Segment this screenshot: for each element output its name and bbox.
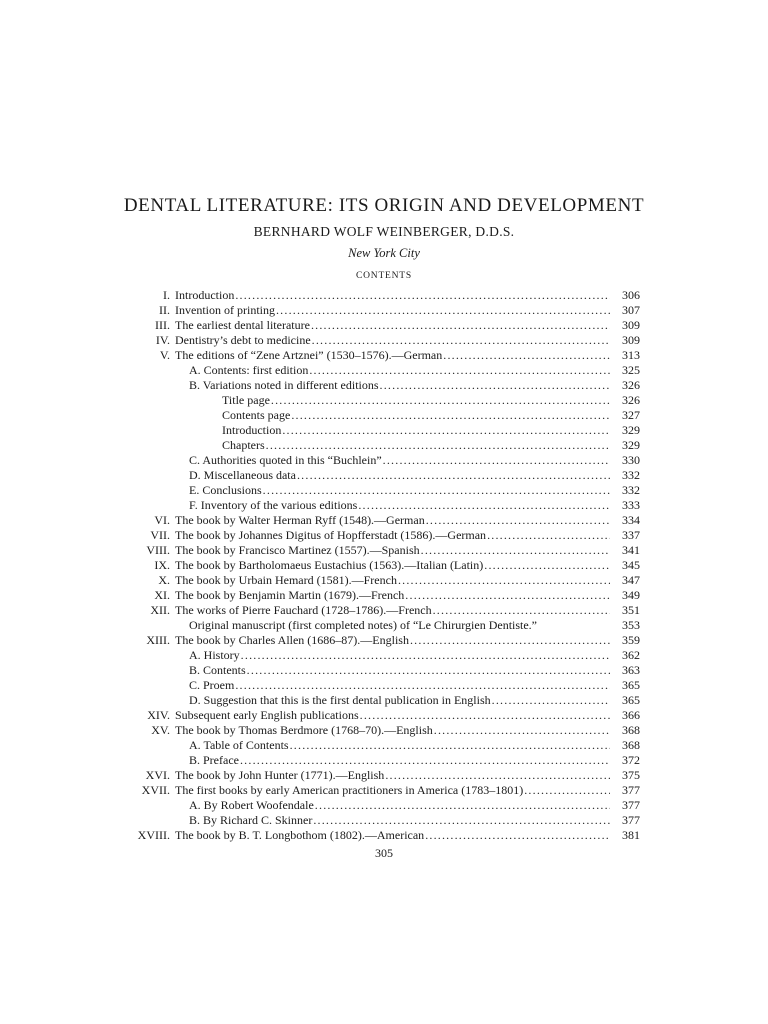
toc-entry-body bbox=[175, 708, 610, 723]
toc-entry-page: 327 bbox=[622, 408, 640, 422]
toc-entry bbox=[0, 678, 768, 693]
toc-entry-page: 329 bbox=[622, 423, 640, 437]
toc-leader-dots bbox=[239, 753, 610, 768]
toc-entry-body bbox=[222, 423, 610, 438]
toc-entry-title: A. Table of Contents bbox=[189, 738, 289, 752]
toc-leader-dots bbox=[409, 633, 610, 648]
toc-entry bbox=[0, 708, 768, 723]
toc-entry-title: E. Conclusions bbox=[189, 483, 262, 497]
toc-leader-dots bbox=[296, 468, 610, 483]
toc-entry bbox=[0, 723, 768, 738]
toc-entry-title: The earliest dental literature bbox=[175, 318, 310, 332]
toc-entry-title: The book by Walter Herman Ryff (1548).—German bbox=[175, 513, 425, 527]
toc-leader-dots bbox=[289, 738, 610, 753]
toc-entry-body bbox=[222, 393, 610, 408]
toc-entry-page: 333 bbox=[622, 498, 640, 512]
toc-entry bbox=[0, 423, 768, 438]
toc-leader-dots bbox=[379, 378, 610, 393]
toc-entry-page: 362 bbox=[622, 648, 640, 662]
toc-entry bbox=[0, 798, 768, 813]
toc-leader-dots bbox=[246, 663, 610, 678]
article-title: DENTAL LITERATURE: ITS ORIGIN AND DEVELOPMENT bbox=[123, 195, 645, 216]
toc-entry bbox=[0, 693, 768, 708]
toc-entry-number: XII. bbox=[150, 603, 170, 617]
toc-entry-page: 349 bbox=[622, 588, 640, 602]
toc-leader-dots bbox=[404, 588, 610, 603]
toc-entry-body bbox=[175, 318, 610, 333]
toc-entry-number: XV. bbox=[151, 723, 170, 737]
toc-entry-page: 363 bbox=[622, 663, 640, 677]
toc-entry bbox=[0, 633, 768, 648]
toc-entry-title: The editions of “Zene Artznei” (1530–1576).—German bbox=[175, 348, 443, 362]
table-of-contents bbox=[0, 288, 768, 843]
toc-entry-page: 381 bbox=[622, 828, 640, 842]
toc-entry bbox=[0, 783, 768, 798]
toc-entry bbox=[0, 513, 768, 528]
toc-entry bbox=[0, 648, 768, 663]
toc-entry-page: 332 bbox=[622, 483, 640, 497]
toc-entry bbox=[0, 543, 768, 558]
toc-entry-body bbox=[189, 648, 610, 663]
toc-entry-body bbox=[189, 798, 610, 813]
toc-leader-dots bbox=[486, 528, 610, 543]
toc-entry-title: Introduction bbox=[175, 288, 235, 302]
toc-entry bbox=[0, 528, 768, 543]
toc-entry-title: Title page bbox=[222, 393, 270, 407]
toc-entry bbox=[0, 603, 768, 618]
toc-entry-body bbox=[175, 513, 610, 528]
toc-leader-dots bbox=[357, 498, 610, 513]
toc-leader-dots bbox=[384, 768, 610, 783]
toc-leader-dots bbox=[265, 438, 610, 453]
toc-entry bbox=[0, 573, 768, 588]
toc-entry-number: VI. bbox=[154, 513, 170, 527]
toc-entry-body bbox=[175, 783, 610, 798]
toc-entry-body bbox=[189, 453, 610, 468]
toc-leader-dots bbox=[314, 798, 610, 813]
toc-leader-dots bbox=[310, 318, 610, 333]
toc-entry-title: C. Proem bbox=[189, 678, 235, 692]
toc-entry-title: B. Preface bbox=[189, 753, 239, 767]
toc-entry-title: C. Authorities quoted in this “Buchlein” bbox=[189, 453, 382, 467]
toc-entry-title: A. By Robert Woofendale bbox=[189, 798, 314, 812]
toc-entry-body bbox=[175, 558, 610, 573]
toc-entry bbox=[0, 438, 768, 453]
toc-leader-dots bbox=[240, 648, 610, 663]
toc-entry-title: Contents page bbox=[222, 408, 291, 422]
page-number: 305 bbox=[375, 846, 393, 860]
toc-entry-title: The book by Thomas Berdmore (1768–70).—English bbox=[175, 723, 433, 737]
toc-entry-title: The book by Johannes Digitus of Hopfferstadt (1586).—German bbox=[175, 528, 487, 542]
toc-entry-body bbox=[189, 468, 610, 483]
toc-entry-number: VII. bbox=[150, 528, 170, 542]
toc-entry bbox=[0, 318, 768, 333]
toc-entry-number: XVIII. bbox=[137, 828, 170, 842]
toc-entry-page: 372 bbox=[622, 753, 640, 767]
toc-leader-dots bbox=[523, 783, 610, 798]
toc-leader-dots bbox=[483, 558, 610, 573]
toc-leader-dots bbox=[433, 723, 610, 738]
toc-leader-dots bbox=[424, 828, 610, 843]
toc-leader-dots bbox=[308, 363, 610, 378]
toc-entry-title: The book by Charles Allen (1686–87).—English bbox=[175, 633, 409, 647]
toc-entry-body bbox=[189, 483, 610, 498]
toc-entry bbox=[0, 498, 768, 513]
toc-entry-page: 337 bbox=[622, 528, 640, 542]
toc-entry-body bbox=[175, 573, 610, 588]
toc-leader-dots bbox=[420, 543, 610, 558]
toc-entry-body bbox=[189, 738, 610, 753]
toc-entry-title: The book by Benjamin Martin (1679).—French bbox=[175, 588, 405, 602]
toc-entry-number: III. bbox=[155, 318, 170, 332]
toc-entry bbox=[0, 828, 768, 843]
toc-entry-page: 313 bbox=[622, 348, 640, 362]
toc-entry-number: X. bbox=[158, 573, 170, 587]
toc-entry-title: The works of Pierre Fauchard (1728–1786).—French bbox=[175, 603, 432, 617]
toc-entry-body bbox=[175, 633, 610, 648]
toc-entry-title: The first books by early American practitioners in America (1783–1801) bbox=[175, 783, 524, 797]
toc-entry-title: Original manuscript (first completed notes) of “Le Chirurgien Dentiste.” bbox=[189, 618, 538, 632]
toc-entry-title: The book by John Hunter (1771).—English bbox=[175, 768, 385, 782]
toc-entry-title: D. Miscellaneous data bbox=[189, 468, 296, 482]
toc-entry-body bbox=[175, 528, 610, 543]
author-location: New York City bbox=[348, 246, 420, 260]
toc-entry-page: 365 bbox=[622, 693, 640, 707]
toc-entry-page: 329 bbox=[622, 438, 640, 452]
toc-entry-page: 353 bbox=[622, 618, 640, 632]
toc-entry-page: 365 bbox=[622, 678, 640, 692]
toc-entry-page: 375 bbox=[622, 768, 640, 782]
toc-entry-title: Subsequent early English publications bbox=[175, 708, 359, 722]
toc-entry-page: 368 bbox=[622, 738, 640, 752]
toc-leader-dots bbox=[290, 408, 610, 423]
toc-entry-body bbox=[189, 753, 610, 768]
toc-entry-page: 341 bbox=[622, 543, 640, 557]
toc-entry-page: 330 bbox=[622, 453, 640, 467]
toc-entry-number: XIII. bbox=[146, 633, 170, 647]
toc-entry-body bbox=[175, 768, 610, 783]
toc-leader-dots bbox=[425, 513, 610, 528]
toc-entry-page: 359 bbox=[622, 633, 640, 647]
toc-entry-number: IX. bbox=[154, 558, 170, 572]
toc-entry-body bbox=[175, 723, 610, 738]
toc-leader-dots bbox=[382, 453, 610, 468]
toc-entry-body bbox=[189, 693, 610, 708]
contents-heading: CONTENTS bbox=[355, 271, 412, 281]
toc-entry-body bbox=[189, 678, 610, 693]
toc-entry bbox=[0, 813, 768, 828]
toc-entry bbox=[0, 333, 768, 348]
toc-leader-dots bbox=[397, 573, 610, 588]
toc-entry-title: Dentistry’s debt to medicine bbox=[175, 333, 311, 347]
toc-leader-dots bbox=[262, 483, 610, 498]
toc-entry-page: 309 bbox=[622, 333, 640, 347]
toc-entry-title: B. By Richard C. Skinner bbox=[189, 813, 313, 827]
toc-leader-dots bbox=[442, 348, 610, 363]
toc-entry-body bbox=[175, 333, 610, 348]
toc-entry bbox=[0, 663, 768, 678]
toc-entry-title: D. Suggestion that this is the first dental publication in English bbox=[189, 693, 491, 707]
toc-entry bbox=[0, 753, 768, 768]
toc-entry-title: The book by Urbain Hemard (1581).—French bbox=[175, 573, 397, 587]
toc-entry-page: 326 bbox=[622, 393, 640, 407]
toc-entry-body bbox=[189, 663, 610, 678]
toc-entry bbox=[0, 453, 768, 468]
toc-entry-body bbox=[189, 498, 610, 513]
toc-entry-page: 306 bbox=[622, 288, 640, 302]
toc-entry-page: 377 bbox=[622, 783, 640, 797]
toc-leader-dots bbox=[234, 288, 610, 303]
toc-entry-page: 334 bbox=[622, 513, 640, 527]
toc-entry bbox=[0, 378, 768, 393]
toc-entry-page: 345 bbox=[622, 558, 640, 572]
toc-entry-title: Introduction bbox=[222, 423, 282, 437]
toc-entry-body bbox=[175, 303, 610, 318]
toc-entry bbox=[0, 363, 768, 378]
toc-leader-dots bbox=[270, 393, 610, 408]
toc-entry-page: 326 bbox=[622, 378, 640, 392]
article-author: BERNHARD WOLF WEINBERGER, D.D.S. bbox=[253, 224, 515, 239]
toc-entry-body bbox=[175, 588, 610, 603]
toc-entry-body bbox=[189, 363, 610, 378]
toc-entry-page: 347 bbox=[622, 573, 640, 587]
toc-entry bbox=[0, 468, 768, 483]
toc-entry-title: The book by Francisco Martinez (1557).—Spanish bbox=[175, 543, 420, 557]
toc-leader-dots bbox=[432, 603, 610, 618]
toc-entry-title: B. Contents bbox=[189, 663, 246, 677]
toc-entry-number: XIV. bbox=[147, 708, 170, 722]
toc-entry-number: I. bbox=[163, 288, 170, 302]
toc-entry-title: B. Variations noted in different editions bbox=[189, 378, 379, 392]
toc-entry-title: The book by B. T. Longbothom (1802).—American bbox=[175, 828, 425, 842]
toc-entry-page: 307 bbox=[622, 303, 640, 317]
toc-entry-body bbox=[175, 603, 610, 618]
toc-entry-page: 377 bbox=[622, 798, 640, 812]
toc-entry-title: The book by Bartholomaeus Eustachius (1563).—Italian (Latin) bbox=[175, 558, 484, 572]
toc-entry-page: 366 bbox=[622, 708, 640, 722]
toc-entry-number: IV. bbox=[155, 333, 170, 347]
toc-entry-title: F. Inventory of the various editions bbox=[189, 498, 358, 512]
toc-leader-dots bbox=[275, 303, 610, 318]
toc-entry-body bbox=[222, 408, 610, 423]
toc-entry bbox=[0, 393, 768, 408]
toc-entry-number: XI. bbox=[154, 588, 170, 602]
toc-entry-number: XVI. bbox=[145, 768, 170, 782]
toc-entry-body bbox=[175, 288, 610, 303]
toc-entry bbox=[0, 618, 768, 633]
toc-entry-body bbox=[189, 378, 610, 393]
toc-entry bbox=[0, 588, 768, 603]
toc-entry bbox=[0, 303, 768, 318]
toc-entry-body bbox=[175, 828, 610, 843]
toc-entry-body bbox=[175, 348, 610, 363]
toc-entry-title: A. History bbox=[189, 648, 240, 662]
toc-entry-body bbox=[189, 618, 610, 633]
toc-entry-number: II. bbox=[159, 303, 170, 317]
toc-entry-page: 332 bbox=[622, 468, 640, 482]
toc-entry bbox=[0, 288, 768, 303]
toc-entry bbox=[0, 768, 768, 783]
toc-entry bbox=[0, 348, 768, 363]
toc-entry bbox=[0, 738, 768, 753]
toc-entry bbox=[0, 558, 768, 573]
toc-entry-title: Chapters bbox=[222, 438, 265, 452]
toc-entry-body bbox=[175, 543, 610, 558]
toc-entry bbox=[0, 483, 768, 498]
toc-leader-dots bbox=[311, 333, 610, 348]
toc-leader-dots bbox=[312, 813, 610, 828]
toc-entry-page: 309 bbox=[622, 318, 640, 332]
toc-entry-body bbox=[222, 438, 610, 453]
toc-leader-dots bbox=[234, 678, 610, 693]
toc-entry-number: VIII. bbox=[146, 543, 170, 557]
toc-leader-dots bbox=[359, 708, 610, 723]
toc-entry-page: 377 bbox=[622, 813, 640, 827]
toc-entry-body bbox=[189, 813, 610, 828]
toc-entry-page: 351 bbox=[622, 603, 640, 617]
toc-leader-dots bbox=[491, 693, 610, 708]
toc-entry-page: 325 bbox=[622, 363, 640, 377]
toc-entry bbox=[0, 408, 768, 423]
toc-entry-title: A. Contents: first edition bbox=[189, 363, 309, 377]
toc-entry-title: Invention of printing bbox=[175, 303, 275, 317]
toc-leader-dots bbox=[281, 423, 610, 438]
toc-entry-page: 368 bbox=[622, 723, 640, 737]
toc-entry-number: V. bbox=[159, 348, 170, 362]
toc-entry-number: XVII. bbox=[141, 783, 170, 797]
